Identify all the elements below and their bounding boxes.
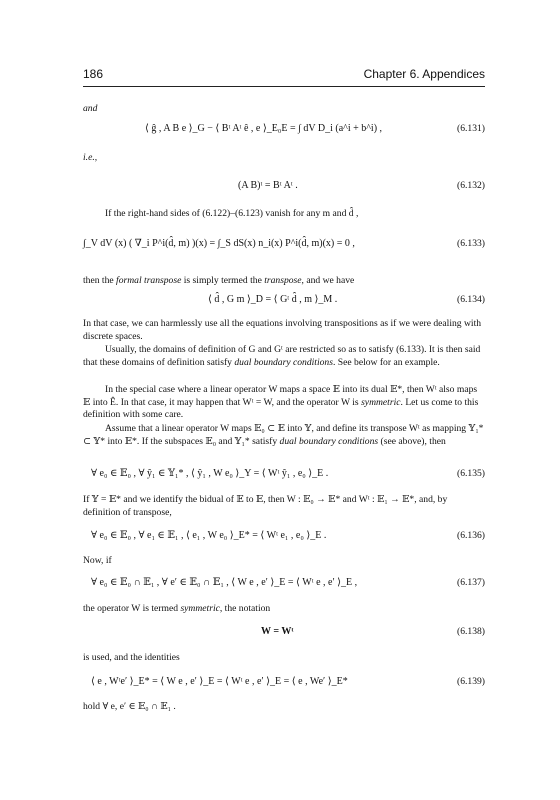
equation-6-137: [83, 577, 485, 599]
equation-6-136: [83, 530, 485, 552]
term-formal-transpose: formal transpose: [116, 275, 182, 286]
paragraph-then: then the formal transpose is simply termed the transpose, and we have: [83, 275, 355, 286]
equation-math: (A B)ᵗ = Bᵗ Aᵗ .: [238, 180, 298, 191]
paragraph-operator: the operator W is termed symmetric, the notation: [83, 603, 271, 614]
paragraph-case: In that case, we can harmlessly use all the equations involving transpositions as if we were dealing with discrete spaces.: [83, 318, 482, 342]
equation-6-135: [83, 468, 485, 490]
term-transpose: transpose: [264, 275, 302, 286]
equation-number: (6.133): [457, 238, 485, 249]
text-ie: i.e.,: [83, 152, 98, 163]
running-header: [83, 67, 485, 85]
paragraph-assume: Assume that a linear operator W maps 𝔼₀ ⊂ 𝔼 into 𝕐, and define its transpose Wᵗ as mapping 𝕐₁* ⊂ 𝕐* into 𝔼*. If the subspaces 𝔼₀ and 𝕐₁* satisfy dual boundary conditions (see above), then: [83, 423, 484, 447]
equation-6-139: [83, 676, 485, 698]
paragraph-usually: Usually, the domains of definition of G and Gᵗ are restricted so as to satisfy (6.133). It is then said that these domains of definition satisfy dual boundary conditions. See below for an example.: [83, 344, 481, 368]
equation-number: (6.137): [457, 577, 485, 588]
equation-math: ⟨ ĝ , A B e ⟩_G − ⟨ Bᵗ Aᵗ ê , e ⟩_E₀E = ∫ dV D_i (a^i + b^i) ,: [145, 123, 383, 134]
equation-number: (6.134): [457, 294, 485, 305]
text-now-if: Now, if: [83, 555, 112, 566]
equation-number: (6.132): [457, 180, 485, 191]
equation-math: ⟨ d̂ , G m ⟩_D = ⟨ Gᵗ d̂ , m ⟩_M .: [208, 294, 338, 305]
equation-math: ⟨ e , Wᵗe′ ⟩_E* = ⟨ W e , e′ ⟩_E = ⟨ Wᵗ e , e′ ⟩_E = ⟨ e , We′ ⟩_E*: [91, 676, 348, 687]
term-dual-boundary: dual boundary conditions: [234, 356, 333, 368]
equation-number: (6.131): [457, 123, 485, 134]
equation-math: ∀ e₀ ∈ 𝔼₀ , ∀ ŷ₁ ∈ 𝕐₁* , ⟨ ŷ₁ , W e₀ ⟩_Y = ⟨ Wᵗ ŷ₁ , e₀ ⟩_E .: [91, 468, 329, 479]
equation-math: ∫_V dV (x) ( ∇_i P^i(d̂, m) )(x) = ∫_S dS(x) n_i(x) P^i(d̂, m)(x) = 0 ,: [83, 238, 355, 249]
equation-6-132: [83, 180, 485, 202]
equation-number: (6.136): [457, 530, 485, 541]
equation-math: W = Wᵗ: [261, 626, 294, 637]
paragraph-special: In the special case where a linear operator W maps a space 𝔼 into its dual 𝔼*, then Wᵗ also maps 𝔼 into Ê. In that case, it may happen that Wᵗ = W, and the operator W is symmetric. Let us come to this definition with some care.: [83, 384, 479, 421]
term-dual-boundary-2: dual boundary conditions: [279, 435, 379, 447]
chapter-title: Chapter 6. Appendices: [363, 67, 485, 81]
term-symmetric-2: symmetric: [180, 603, 220, 614]
paragraph-if-y: If 𝕐 = 𝔼* and we identify the bidual of 𝔼 to 𝔼, then W : 𝔼₀ → 𝔼* and Wᵗ : 𝔼₁ → 𝔼*, and, by definition of transpose,: [83, 494, 448, 518]
header-rule: [83, 86, 485, 87]
text-used: is used, and the identities: [83, 652, 180, 663]
equation-math: ∀ e₀ ∈ 𝔼₀ , ∀ e₁ ∈ 𝔼₁ , ⟨ e₁ , W e₀ ⟩_E* = ⟨ Wᵗ e₁ , e₀ ⟩_E .: [91, 530, 327, 541]
equation-6-133: [83, 238, 485, 260]
page-number: 186: [83, 67, 104, 81]
equation-6-131: [83, 123, 485, 145]
equation-math: ∀ e₀ ∈ 𝔼₀ ∩ 𝔼₁ , ∀ e′ ∈ 𝔼₀ ∩ 𝔼₁ , ⟨ W e , e′ ⟩_E = ⟨ Wᵗ e , e′ ⟩_E ,: [91, 577, 358, 588]
equation-number: (6.138): [457, 626, 485, 637]
equation-6-138: [83, 626, 485, 648]
text-hold: hold ∀ e, e′ ∈ 𝔼₀ ∩ 𝔼₁ .: [83, 701, 176, 712]
equation-number: (6.139): [457, 676, 485, 687]
term-symmetric: symmetric: [361, 396, 401, 408]
equation-6-134: [83, 294, 485, 316]
equation-number: (6.135): [457, 468, 485, 479]
paragraph-if: If the right-hand sides of (6.122)–(6.123) vanish for any m and d̂ ,: [105, 208, 359, 219]
text-and: and: [83, 103, 98, 114]
